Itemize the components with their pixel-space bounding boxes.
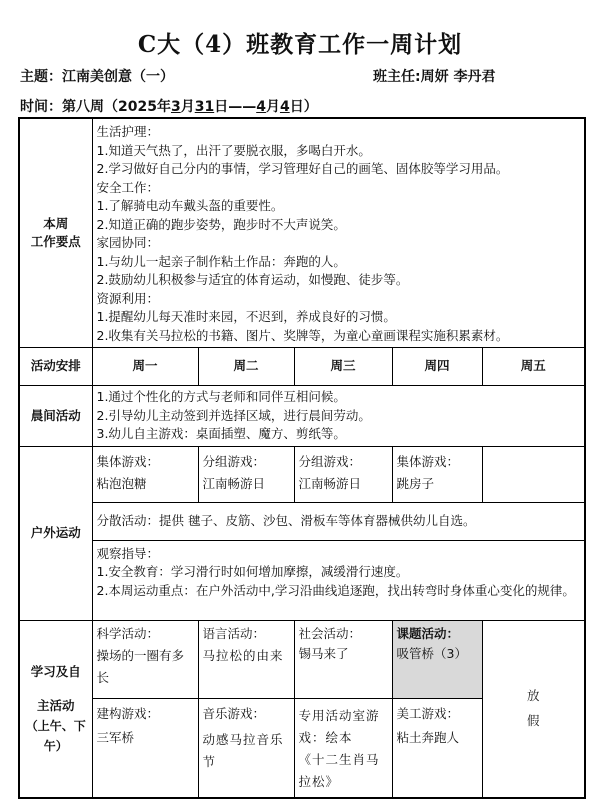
weekly-plan-table (18, 117, 586, 799)
time-month-char-2: 月 (265, 99, 280, 115)
study-mon-1 (92, 620, 198, 698)
focus-line: 1.与幼儿一起亲子制作粘土作品：奔跑的人。 (96, 253, 346, 269)
observe-line: 1.安全教育：学习滑行时如何增加摩擦，减缓滑行速度。 (96, 564, 409, 579)
holiday-char-1: 放 (527, 688, 540, 704)
page-title: C大（4）班教育工作一周计划 (137, 31, 463, 58)
study-title: 科学活动： (96, 625, 160, 641)
holiday-char-2: 假 (527, 712, 540, 728)
focus-line: 家园协同： (96, 235, 160, 250)
focus-line: 2.鼓励幼儿积极参与适宜的体育运动，如慢跑、徒步等。 (96, 272, 409, 287)
focus-line: 1.知道天气热了，出汗了要脱衣服，多喝白开水。 (96, 142, 371, 158)
time-prefix: 时间：第八周（2025年 (20, 99, 171, 115)
day-monday: 周一 (92, 348, 198, 386)
outdoor-group-title: 集体游戏： (396, 453, 460, 469)
focus-line: 1.提醒幼儿每天准时来园，不迟到，养成良好的习惯。 (96, 309, 396, 324)
outdoor-group-title: 分组游戏： (298, 453, 362, 469)
outdoor-observe (92, 540, 585, 620)
study-tue-2 (198, 698, 294, 798)
time-mid: 日—— (214, 99, 257, 115)
outdoor-group-title: 集体游戏： (96, 453, 160, 469)
time-end-day: 4 (279, 99, 290, 115)
outdoor-group-fri (482, 446, 585, 502)
weekly-focus-label-2: 工作要点 (30, 234, 81, 249)
study-content: 锡马来了 (298, 646, 349, 661)
study-title: 音乐游戏： (202, 705, 266, 721)
time-line (20, 96, 318, 116)
outdoor-group-row (19, 446, 585, 502)
time-start-day: 31 (194, 99, 215, 115)
study-row-1 (19, 620, 585, 698)
schedule-label: 活动安排 (19, 348, 92, 386)
focus-line: 2.收集有关马拉松的书籍、图片、奖牌等，为童心童画课程实施积累素材。 (96, 327, 509, 343)
outdoor-group-content: 粘泡泡糖 (96, 476, 147, 491)
morning-content (92, 386, 585, 447)
focus-line: 2.知道正确的跑步姿势，跑步时不大声说笑。 (96, 216, 346, 232)
outdoor-scattered-row (19, 502, 585, 540)
holiday-cell (482, 620, 585, 798)
outdoor-group-wed (294, 446, 392, 502)
outdoor-group-content: 跳房子 (396, 476, 435, 491)
focus-line: 1.了解骑电动车戴头盔的重要性。 (96, 198, 284, 213)
study-content: 操场的一圈有多长 (96, 648, 185, 685)
morning-label: 晨间活动 (19, 386, 92, 447)
morning-line: 1.通过个性化的方式与老师和同伴互相问候。 (96, 389, 346, 404)
day-thursday: 周四 (392, 348, 482, 386)
study-title: 语言活动： (202, 625, 266, 641)
study-label (19, 620, 92, 798)
scattered-text: 分散活动：提供 毽子、皮筋、沙包、滑板车等体育器械供幼儿自选。 (96, 512, 476, 528)
time-month-char-1: 月 (180, 99, 195, 115)
study-content: 吸管桥（3） (396, 646, 467, 661)
weekly-focus-row (19, 118, 585, 348)
study-content: 马拉松的由来 (202, 648, 284, 663)
focus-line: 生活护理： (96, 124, 160, 139)
study-content: 《十二生肖马拉松》 (298, 751, 380, 789)
focus-line: 安全工作： (96, 179, 160, 195)
outdoor-group-mon (92, 446, 198, 502)
outdoor-group-content: 江南畅游日 (298, 476, 362, 491)
study-title: 社会活动： (298, 625, 362, 641)
weekly-focus-content (92, 118, 585, 348)
study-label-3: （上午、下午） (25, 718, 86, 753)
outdoor-scattered (92, 502, 585, 540)
outdoor-group-content: 江南畅游日 (202, 476, 266, 491)
morning-row (19, 386, 585, 447)
study-tue-1 (198, 620, 294, 698)
time-end-month: 4 (256, 99, 266, 115)
study-thu-1 (392, 620, 482, 698)
study-mon-2 (92, 698, 198, 798)
study-content: 三军桥 (96, 730, 135, 745)
study-title: 美工游戏： (396, 705, 460, 721)
day-tuesday: 周二 (198, 348, 294, 386)
study-title: 建构游戏： (96, 705, 160, 721)
study-wed-1 (294, 620, 392, 698)
morning-line: 3.幼儿自主游戏：桌面插塑、魔方、剪纸等。 (96, 426, 346, 441)
focus-line: 资源利用： (96, 290, 160, 306)
study-content: 粘土奔跑人 (396, 730, 460, 745)
morning-line: 2.引导幼儿主动签到并选择区域，进行晨间劳动。 (96, 407, 371, 423)
study-label-2: 主活动 (36, 697, 75, 713)
study-title: 专用活动室游戏：绘本 (298, 707, 380, 745)
observe-line: 2.本周运动重点：在户外活动中,学习沿曲线追逐跑，找出转弯时身体重心变化的规律。 (96, 582, 575, 598)
focus-line: 2.学习做好自己分内的事情，学习管理好自己的画笔、固体胶等学习用品。 (96, 161, 509, 176)
study-label-1: 学习及自 (30, 663, 81, 679)
outdoor-group-tue (198, 446, 294, 502)
study-wed-2 (294, 698, 392, 798)
outdoor-group-title: 分组游戏： (202, 453, 266, 469)
study-title: 课题活动： (396, 625, 460, 641)
weekly-focus-label-1: 本周 (43, 215, 69, 231)
teachers-line: 班主任:周妍 李丹君 (373, 69, 496, 85)
day-friday: 周五 (482, 348, 585, 386)
time-start-month: 3 (170, 99, 181, 115)
time-suffix: 日） (289, 99, 318, 115)
observe-title: 观察指导： (96, 545, 160, 561)
study-content: 动感马拉音乐节 (202, 732, 284, 769)
outdoor-group-thu (392, 446, 482, 502)
weekly-focus-label (19, 118, 92, 348)
schedule-row (19, 348, 585, 386)
outdoor-label: 户外运动 (19, 446, 92, 620)
study-thu-2 (392, 698, 482, 798)
theme-line: 主题：江南美创意（一） (20, 69, 174, 85)
day-wednesday: 周三 (294, 348, 392, 386)
outdoor-observe-row (19, 540, 585, 620)
